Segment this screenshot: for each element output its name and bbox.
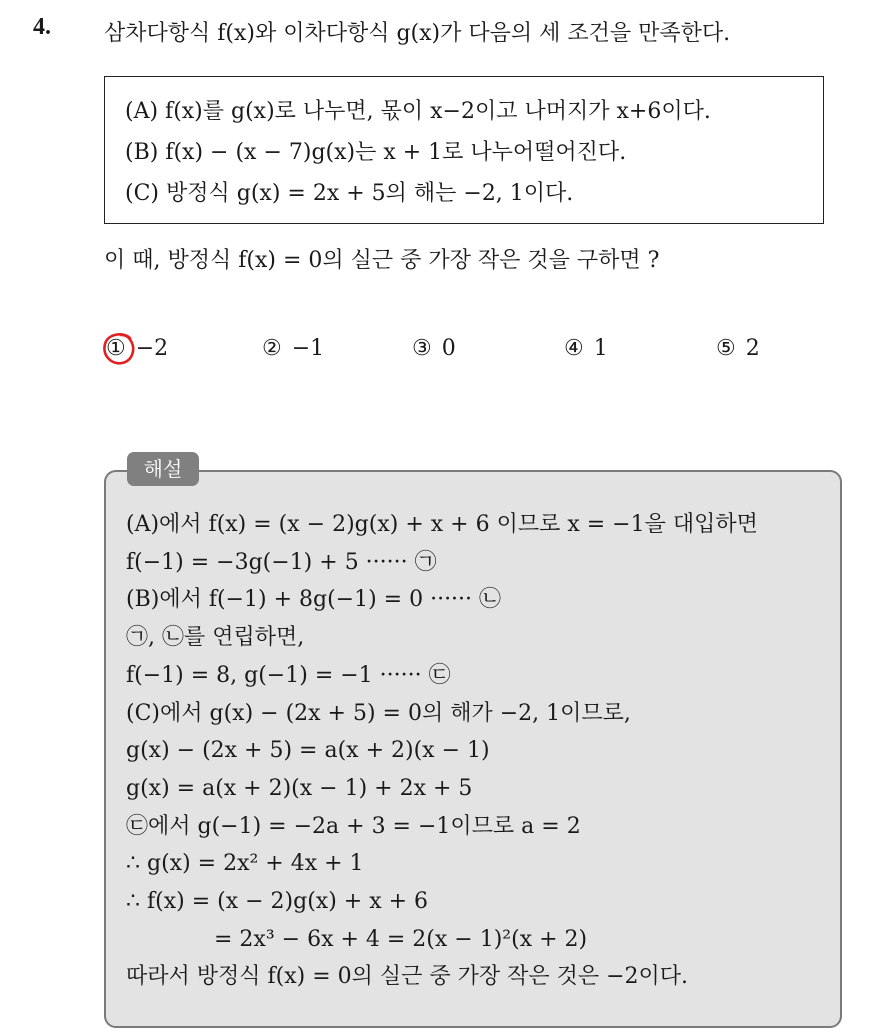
solution-line-4: ㉠, ㉡를 연립하면, xyxy=(126,625,305,651)
choice-2[interactable] xyxy=(262,336,324,361)
answer-circle-mark xyxy=(100,330,138,368)
choice-5[interactable] xyxy=(716,336,760,361)
answer-choices xyxy=(106,336,786,370)
conditions-box xyxy=(104,76,824,224)
choice-4-value: 1 xyxy=(593,336,608,361)
choice-3-mark: ③ xyxy=(412,336,432,361)
solution-line-13: 따라서 방정식 f(x) = 0의 실근 중 가장 작은 것은 −2이다. xyxy=(126,964,689,990)
solution-box xyxy=(104,470,842,1028)
choice-4-mark: ④ xyxy=(564,336,584,361)
choice-5-mark: ⑤ xyxy=(716,336,736,361)
choice-1[interactable] xyxy=(106,336,168,361)
question-stem: 삼차다항식 f(x)와 이차다항식 g(x)가 다음의 세 조건을 만족한다. xyxy=(104,21,731,46)
choice-1-mark: ① xyxy=(106,336,126,361)
solution-line-9: ㉢에서 g(−1) = −2a + 3 = −1이므로 a = 2 xyxy=(126,813,581,839)
solution-line-3: (B)에서 f(−1) + 8g(−1) = 0 ······ ㉡ xyxy=(126,587,502,613)
solution-line-6: (C)에서 g(x) − (2x + 5) = 0의 해가 −2, 1이므로, xyxy=(126,700,631,726)
condition-b: (B) f(x) − (x − 7)g(x)는 x + 1로 나누어떨어진다. xyxy=(125,140,627,165)
choice-3[interactable] xyxy=(412,336,456,361)
solution-line-1: (A)에서 f(x) = (x − 2)g(x) + x + 6 이므로 x = −1을 대입하면 xyxy=(126,512,758,537)
question-ask: 이 때, 방정식 f(x) = 0의 실근 중 가장 작은 것을 구하면 ? xyxy=(104,248,660,273)
solution-tag: 해설 xyxy=(127,452,199,486)
choice-5-value: 2 xyxy=(745,336,760,361)
solution-line-5: f(−1) = 8, g(−1) = −1 ······ ㉢ xyxy=(126,662,451,688)
solution-line-11: ∴ f(x) = (x − 2)g(x) + x + 6 xyxy=(126,889,429,915)
choice-4[interactable] xyxy=(564,336,608,361)
choice-3-value: 0 xyxy=(441,336,456,361)
solution-line-2: f(−1) = −3g(−1) + 5 ······ ㉠ xyxy=(126,549,437,575)
solution-line-10: ∴ g(x) = 2x² + 4x + 1 xyxy=(126,851,364,877)
choice-2-mark: ② xyxy=(262,336,282,361)
solution-line-7: g(x) − (2x + 5) = a(x + 2)(x − 1) xyxy=(126,738,490,764)
choice-2-value: −1 xyxy=(291,336,325,361)
choice-1-value: −2 xyxy=(135,336,169,361)
condition-c: (C) 방정식 g(x) = 2x + 5의 해는 −2, 1이다. xyxy=(125,181,574,206)
problem-number: 4. xyxy=(33,14,51,40)
condition-a: (A) f(x)를 g(x)로 나누면, 몫이 x−2이고 나머지가 x+6이다. xyxy=(125,99,711,124)
solution-line-12: = 2x³ − 6x + 4 = 2(x − 1)²(x + 2) xyxy=(214,926,588,952)
solution-line-8: g(x) = a(x + 2)(x − 1) + 2x + 5 xyxy=(126,775,473,801)
